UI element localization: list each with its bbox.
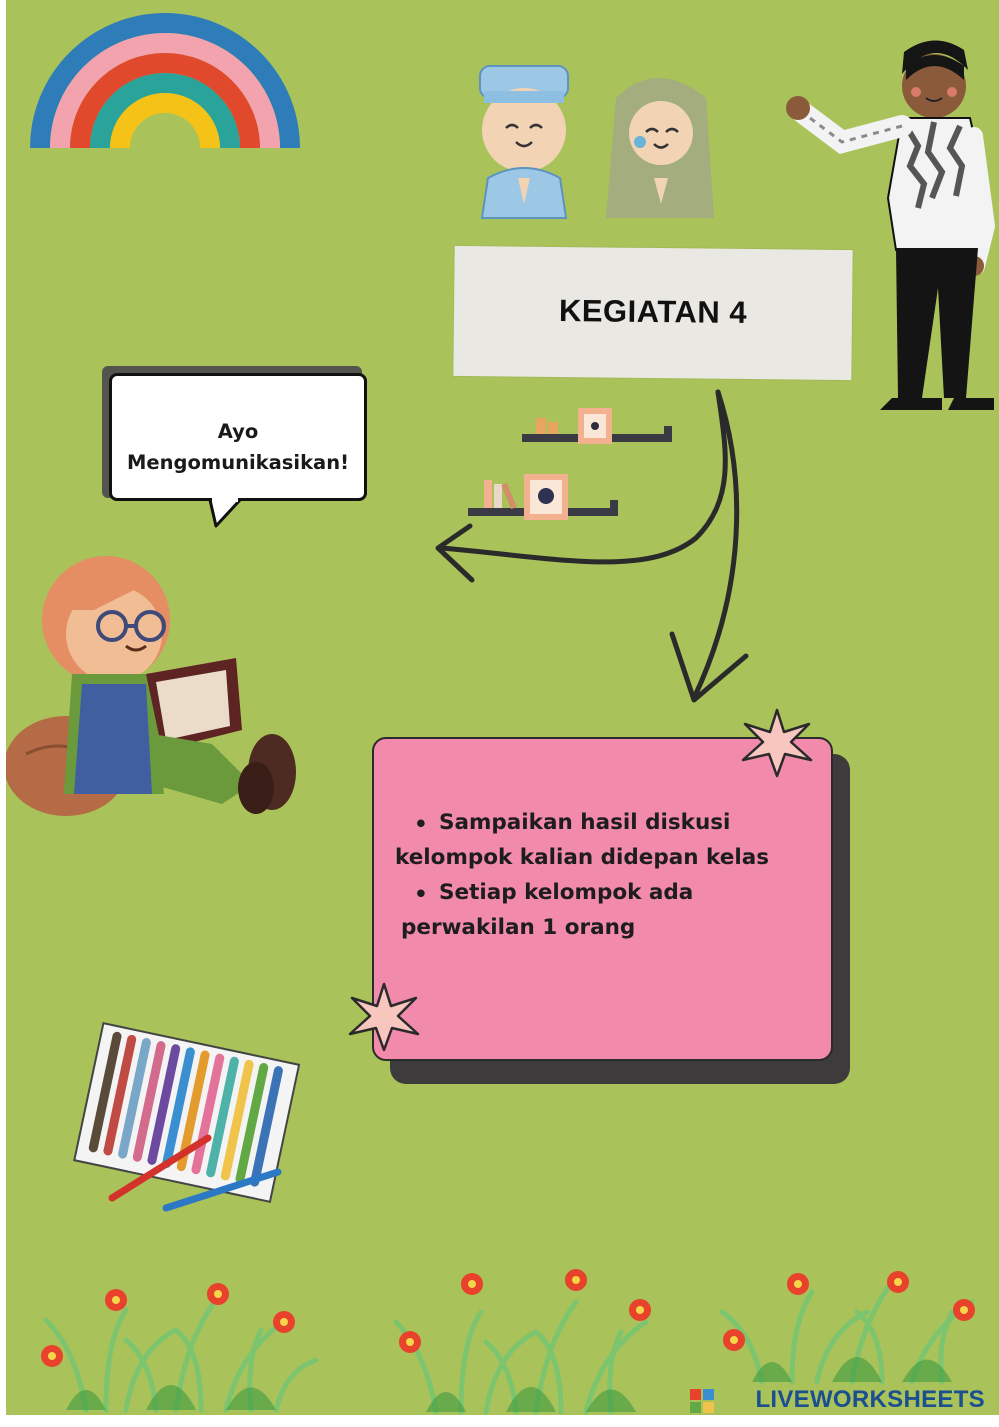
flower-grass-icon — [26, 1270, 326, 1410]
bubble-tail — [206, 498, 246, 530]
flower-grass-icon — [386, 1262, 676, 1412]
worksheet-page — [6, 0, 999, 1415]
flower-grass-icon — [712, 1262, 992, 1382]
bullet-1-dot: • — [414, 812, 428, 837]
muslim-children-icon — [466, 58, 716, 223]
star-icon — [739, 708, 815, 778]
rainbow-icon — [30, 0, 300, 155]
bullet-2-line-1: Setiap kelompok ada — [439, 880, 694, 905]
title-strip — [453, 246, 852, 380]
bubble-line-2: Mengomunikasikan! — [127, 451, 349, 474]
speech-bubble — [109, 373, 367, 501]
boy-reading-icon — [6, 534, 306, 824]
bubble-line-1: Ayo — [217, 420, 259, 443]
bullet-1-line-2: kelompok kalian didepan kelas — [395, 845, 770, 870]
page-title: KEGIATAN 4 — [558, 293, 748, 330]
colored-pencils-icon — [68, 1030, 298, 1220]
liveworksheets-logo-icon — [690, 1389, 714, 1413]
watermark[interactable]: LIVEWORKSHEETS — [755, 1386, 985, 1413]
arrow-icon — [426, 388, 766, 718]
bullet-2-line-2: perwakilan 1 orang — [401, 915, 636, 940]
star-icon — [346, 982, 422, 1052]
bullet-2-dot: • — [414, 882, 428, 907]
bullet-1-line-1: Sampaikan hasil diskusi — [439, 810, 731, 835]
